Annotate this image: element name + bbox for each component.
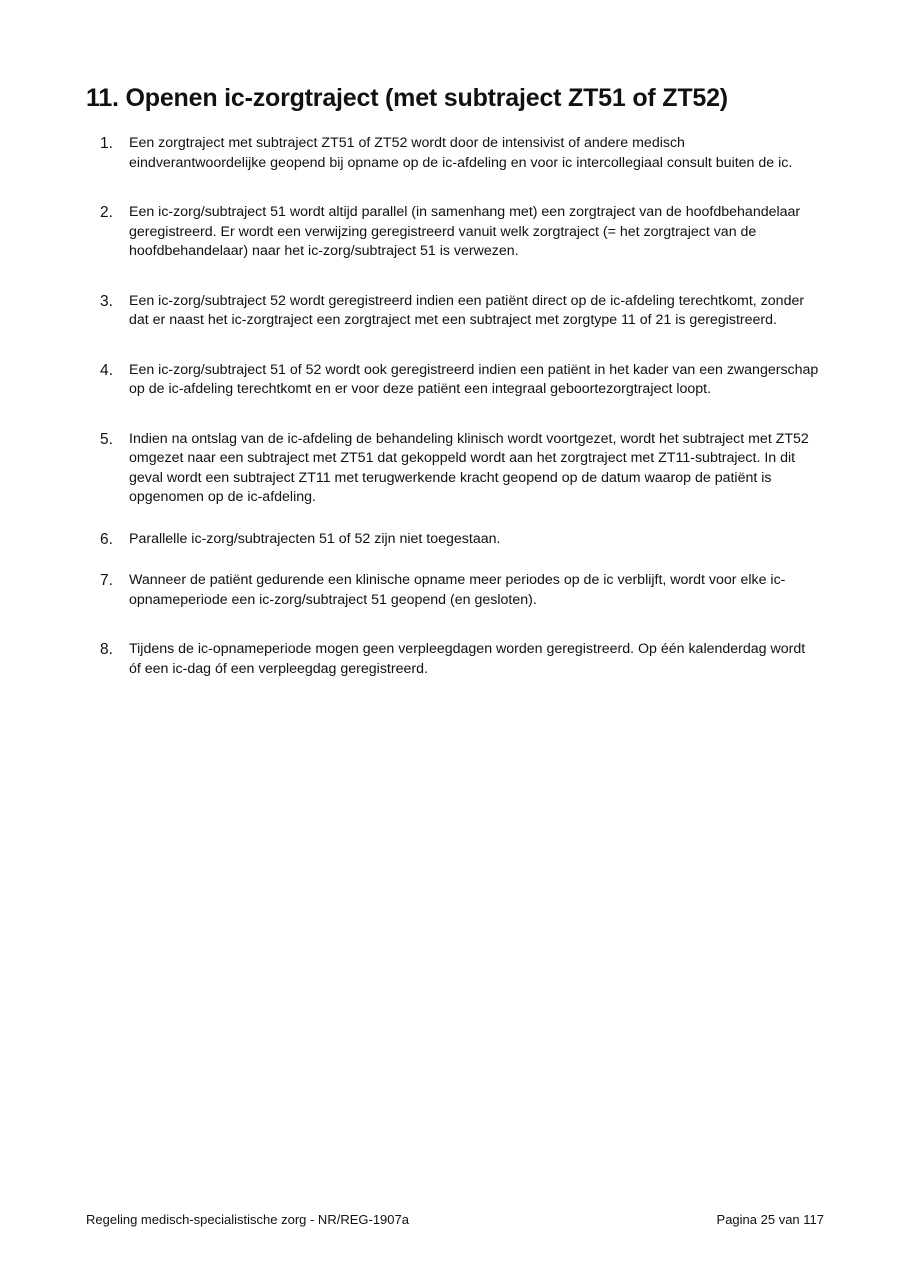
item-number: 7.: [100, 572, 113, 589]
list-item: [100, 530, 820, 550]
list-item: [100, 640, 820, 679]
item-text: Tijdens de ic-opnameperiode mogen geen verpleegdagen worden geregistreerd. Op één kalenderdag wordt óf een ic-dag óf een verpleegdag geregistreerd.: [129, 641, 806, 677]
item-text: Een zorgtraject met subtraject ZT51 of ZT52 wordt door de intensivist of andere medisch eindverantwoordelijke geopend bij opname op de ic-afdeling en voor ic intercollegiaal consult buiten de ic.: [129, 135, 793, 171]
list-item: [100, 292, 820, 331]
item-text: Parallelle ic-zorg/subtrajecten 51 of 52 zijn niet toegestaan.: [129, 530, 501, 547]
item-text: Een ic-zorg/subtraject 51 of 52 wordt ook geregistreerd indien een patiënt in het kader van een zwangerschap op de ic-afdeling terechtkomt en er voor deze patiënt een integraal geboortezorgtraject loopt.: [129, 361, 819, 397]
item-number: 6.: [100, 530, 113, 548]
list-item: [100, 134, 820, 173]
item-number: 1.: [100, 135, 113, 152]
list-item: [100, 361, 820, 400]
item-text: Wanneer de patiënt gedurende een klinische opname meer periodes op de ic verblijft, wordt voor elke ic-opnameperiode een ic-zorg/subtraject 51 geopend (en gesloten).: [129, 572, 786, 608]
rules-list: [100, 134, 820, 679]
item-number: 3.: [100, 292, 113, 310]
item-number: 2.: [100, 204, 113, 221]
list-item: [100, 430, 820, 508]
footer-document-name: Regeling medisch-specialistische zorg - NR/REG-1907a: [86, 1212, 409, 1227]
item-text: Een ic-zorg/subtraject 52 wordt geregistreerd indien een patiënt direct op de ic-afdeling terechtkomt, zonder dat er naast het ic-zorgtraject een zorgtraject met een subtraject met zorgtype 11 of 21 is geregistreerd.: [129, 292, 805, 328]
item-number: 4.: [100, 361, 113, 379]
item-text: Indien na ontslag van de ic-afdeling de behandeling klinisch wordt voortgezet, wordt het subtraject met ZT52 omgezet naar een subtraject met ZT51 dat gekoppeld wordt aan het zorgtraject met ZT11-subtraject. In dit geval wordt een subtraject ZT11 met terugwerkende kracht geopend op de datum waarop de patiënt is opgenomen op de ic-afdeling.: [129, 430, 809, 505]
page-title: 11. Openen ic-zorgtraject (met subtraject ZT51 of ZT52): [86, 84, 728, 112]
list-item: [100, 203, 820, 262]
item-number: 5.: [100, 430, 113, 448]
item-number: 8.: [100, 641, 113, 658]
item-text: Een ic-zorg/subtraject 51 wordt altijd parallel (in samenhang met) een zorgtraject van de hoofdbehandelaar geregistreerd. Er wordt een verwijzing geregistreerd vanuit welk zorgtraject (= het zorgtraject van de hoofdbehandelaar) naar het ic-zorg/subtraject 51 is verwezen.: [129, 204, 801, 259]
footer-page-number: Pagina 25 van 117: [716, 1212, 824, 1227]
list-item: [100, 571, 820, 610]
